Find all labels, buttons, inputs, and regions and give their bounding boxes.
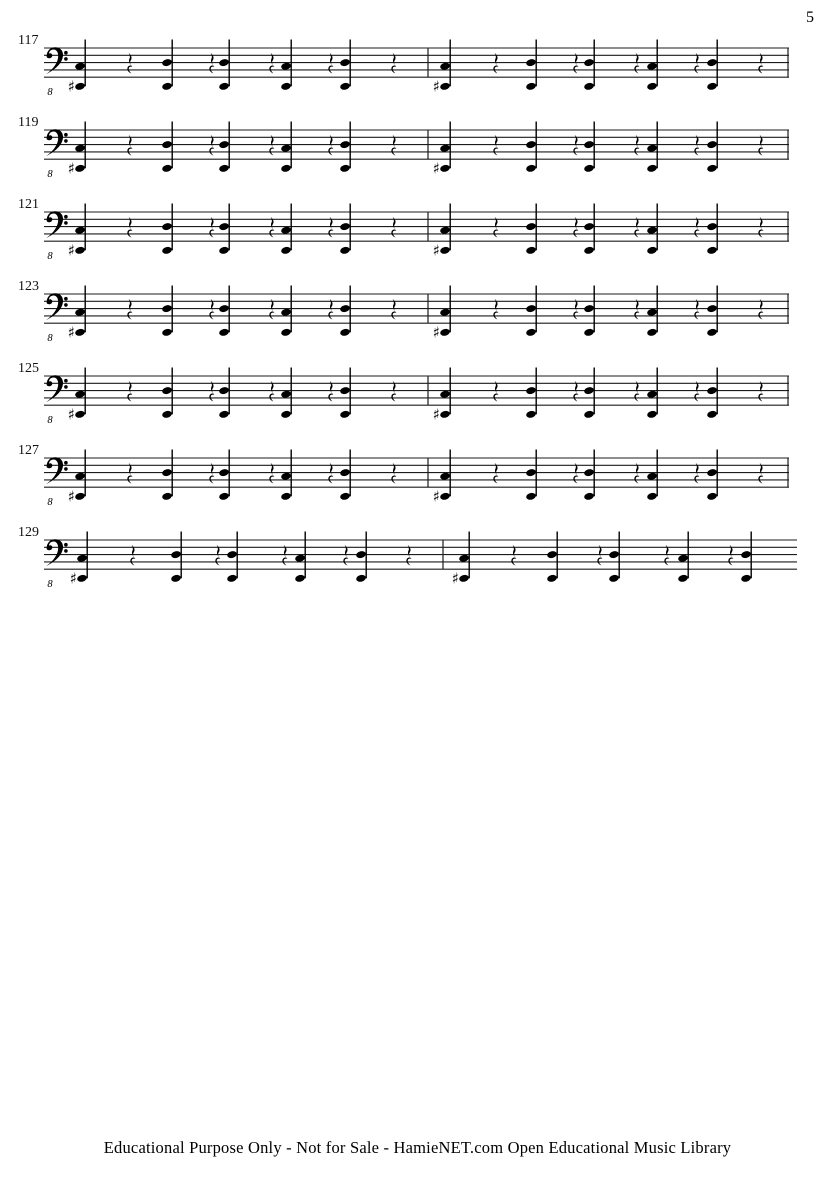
note-chord <box>583 368 594 419</box>
notehead <box>339 58 350 67</box>
notehead <box>218 246 229 255</box>
notehead <box>706 468 717 477</box>
notehead <box>646 246 657 255</box>
notehead <box>525 410 536 419</box>
notehead <box>339 386 350 395</box>
note-chord <box>280 450 291 501</box>
notehead <box>280 410 291 419</box>
note-chord <box>706 368 717 419</box>
notehead <box>74 164 85 173</box>
notehead <box>218 492 229 501</box>
notehead <box>218 468 229 477</box>
note-chord <box>706 204 717 255</box>
note-chord <box>525 204 536 255</box>
notehead <box>161 222 172 231</box>
sharp-accidental-icon: ♯ <box>67 487 76 506</box>
notehead <box>226 574 237 583</box>
system-119 <box>18 115 789 180</box>
note-chord <box>218 40 229 91</box>
note-chord <box>161 450 172 501</box>
notehead <box>646 492 657 501</box>
sharp-accidental-icon: ♯ <box>432 405 441 424</box>
notehead <box>74 82 85 91</box>
note-chord <box>525 122 536 173</box>
measure-number: 129 <box>18 525 39 540</box>
note-chord <box>280 40 291 91</box>
notehead <box>74 492 85 501</box>
notehead <box>525 82 536 91</box>
note-chord <box>161 40 172 91</box>
system-127 <box>18 443 789 508</box>
system-129 <box>18 525 797 590</box>
note-chord <box>706 40 717 91</box>
measure-number: 125 <box>18 361 39 376</box>
notehead <box>583 468 594 477</box>
notehead <box>76 574 87 583</box>
notehead <box>161 246 172 255</box>
note-chord <box>525 40 536 91</box>
notehead <box>439 246 450 255</box>
note-chord <box>706 122 717 173</box>
notehead <box>161 328 172 337</box>
measure-number: 127 <box>18 443 39 458</box>
note-chord <box>339 450 350 501</box>
notehead <box>706 386 717 395</box>
note-chord <box>646 204 657 255</box>
notehead <box>339 164 350 173</box>
notehead <box>525 58 536 67</box>
note-chord <box>280 122 291 173</box>
note-chord <box>525 286 536 337</box>
notehead <box>355 574 366 583</box>
notehead <box>583 222 594 231</box>
notehead <box>525 304 536 313</box>
note-chord <box>339 286 350 337</box>
sharp-accidental-icon: ♯ <box>67 77 76 96</box>
notehead <box>218 222 229 231</box>
note-chord <box>161 204 172 255</box>
notehead <box>218 82 229 91</box>
notehead <box>161 140 172 149</box>
notehead <box>677 574 688 583</box>
note-chord <box>646 368 657 419</box>
note-chord <box>218 286 229 337</box>
notehead <box>583 82 594 91</box>
notehead <box>458 574 469 583</box>
octave-marker: 8 <box>47 333 53 344</box>
note-chord <box>546 532 557 583</box>
measure-number: 117 <box>18 33 39 48</box>
notehead <box>439 492 450 501</box>
notehead <box>74 410 85 419</box>
notehead <box>439 82 450 91</box>
notehead <box>608 550 619 559</box>
notehead <box>294 574 305 583</box>
notehead <box>339 328 350 337</box>
sharp-accidental-icon: ♯ <box>67 241 76 260</box>
notehead <box>161 82 172 91</box>
note-chord <box>280 286 291 337</box>
notehead <box>339 468 350 477</box>
sharp-accidental-icon: ♯ <box>432 159 441 178</box>
note-chord <box>583 122 594 173</box>
sharp-accidental-icon: ♯ <box>67 405 76 424</box>
notehead <box>218 140 229 149</box>
notehead <box>525 164 536 173</box>
note-chord <box>646 40 657 91</box>
notehead <box>706 58 717 67</box>
notehead <box>740 574 751 583</box>
octave-marker: 8 <box>47 497 53 508</box>
sharp-accidental-icon: ♯ <box>69 569 78 588</box>
octave-marker: 8 <box>47 415 53 426</box>
notehead <box>161 386 172 395</box>
note-chord <box>706 450 717 501</box>
note-chord <box>170 532 181 583</box>
notehead <box>525 492 536 501</box>
notehead <box>280 246 291 255</box>
notehead <box>525 140 536 149</box>
notehead <box>280 164 291 173</box>
notehead <box>546 550 557 559</box>
notehead <box>218 386 229 395</box>
notehead <box>706 82 717 91</box>
note-chord <box>583 286 594 337</box>
footer-text: Educational Purpose Only - Not for Sale - HamieNET.com Open Educational Music Library <box>103 1138 732 1157</box>
notehead <box>439 410 450 419</box>
note-chord <box>355 532 366 583</box>
notehead <box>646 82 657 91</box>
measure-number: 119 <box>18 115 39 130</box>
system-121 <box>18 197 789 262</box>
octave-marker: 8 <box>47 169 53 180</box>
notehead <box>170 574 181 583</box>
notehead <box>740 550 751 559</box>
notehead <box>161 304 172 313</box>
note-chord <box>525 368 536 419</box>
note-chord <box>280 204 291 255</box>
notehead <box>280 328 291 337</box>
notehead <box>525 246 536 255</box>
page-number: 5 <box>806 9 814 26</box>
sharp-accidental-icon: ♯ <box>432 77 441 96</box>
sharp-accidental-icon: ♯ <box>432 241 441 260</box>
sharp-accidental-icon: ♯ <box>451 569 460 588</box>
notehead <box>355 550 366 559</box>
note-chord <box>608 532 619 583</box>
notehead <box>706 410 717 419</box>
notehead <box>646 410 657 419</box>
note-chord <box>294 532 305 583</box>
notehead <box>218 304 229 313</box>
notehead <box>74 246 85 255</box>
sharp-accidental-icon: ♯ <box>432 487 441 506</box>
note-chord <box>583 40 594 91</box>
sharp-accidental-icon: ♯ <box>67 323 76 342</box>
sharp-accidental-icon: ♯ <box>67 159 76 178</box>
notehead <box>525 386 536 395</box>
notehead <box>706 304 717 313</box>
notehead <box>280 492 291 501</box>
notehead <box>583 328 594 337</box>
measure-number: 121 <box>18 197 39 212</box>
notehead <box>339 140 350 149</box>
notehead <box>583 304 594 313</box>
sharp-accidental-icon: ♯ <box>432 323 441 342</box>
notehead <box>339 304 350 313</box>
note-chord <box>161 368 172 419</box>
note-chord <box>280 368 291 419</box>
note-chord <box>218 368 229 419</box>
note-chord <box>161 122 172 173</box>
notehead <box>161 410 172 419</box>
notehead <box>583 58 594 67</box>
notehead <box>608 574 619 583</box>
note-chord <box>339 368 350 419</box>
note-chord <box>339 204 350 255</box>
note-chord <box>218 204 229 255</box>
note-chord <box>646 122 657 173</box>
notehead <box>706 164 717 173</box>
notehead <box>583 386 594 395</box>
notehead <box>525 468 536 477</box>
note-chord <box>226 532 237 583</box>
notehead <box>161 164 172 173</box>
notehead <box>161 492 172 501</box>
notehead <box>706 222 717 231</box>
notehead <box>439 164 450 173</box>
notehead <box>439 328 450 337</box>
octave-marker: 8 <box>47 579 53 590</box>
notehead <box>546 574 557 583</box>
notehead <box>218 410 229 419</box>
notehead <box>218 58 229 67</box>
note-chord <box>740 532 751 583</box>
notehead <box>583 164 594 173</box>
measure-number: 123 <box>18 279 39 294</box>
notehead <box>170 550 181 559</box>
note-chord <box>706 286 717 337</box>
notehead <box>339 82 350 91</box>
notehead <box>525 328 536 337</box>
notehead <box>218 164 229 173</box>
notehead <box>706 140 717 149</box>
note-chord <box>646 286 657 337</box>
note-chord <box>218 450 229 501</box>
notehead <box>161 468 172 477</box>
note-chord <box>218 122 229 173</box>
octave-marker: 8 <box>47 87 53 98</box>
notehead <box>339 246 350 255</box>
notehead <box>706 492 717 501</box>
system-123 <box>18 279 789 344</box>
note-chord <box>161 286 172 337</box>
notehead <box>706 328 717 337</box>
notehead <box>339 410 350 419</box>
notehead <box>280 82 291 91</box>
notehead <box>706 246 717 255</box>
notehead <box>583 410 594 419</box>
note-chord <box>339 122 350 173</box>
octave-marker: 8 <box>47 251 53 262</box>
notehead <box>646 328 657 337</box>
notehead <box>74 328 85 337</box>
note-chord <box>677 532 688 583</box>
notehead <box>646 164 657 173</box>
notehead <box>339 222 350 231</box>
note-chord <box>583 450 594 501</box>
note-chord <box>525 450 536 501</box>
system-125 <box>18 361 789 426</box>
note-chord <box>646 450 657 501</box>
notehead <box>583 246 594 255</box>
notehead <box>583 492 594 501</box>
note-chord <box>583 204 594 255</box>
notehead <box>339 492 350 501</box>
notehead <box>525 222 536 231</box>
notehead <box>218 328 229 337</box>
notehead <box>583 140 594 149</box>
note-chord <box>339 40 350 91</box>
notehead <box>161 58 172 67</box>
system-117 <box>18 33 789 98</box>
notehead <box>226 550 237 559</box>
